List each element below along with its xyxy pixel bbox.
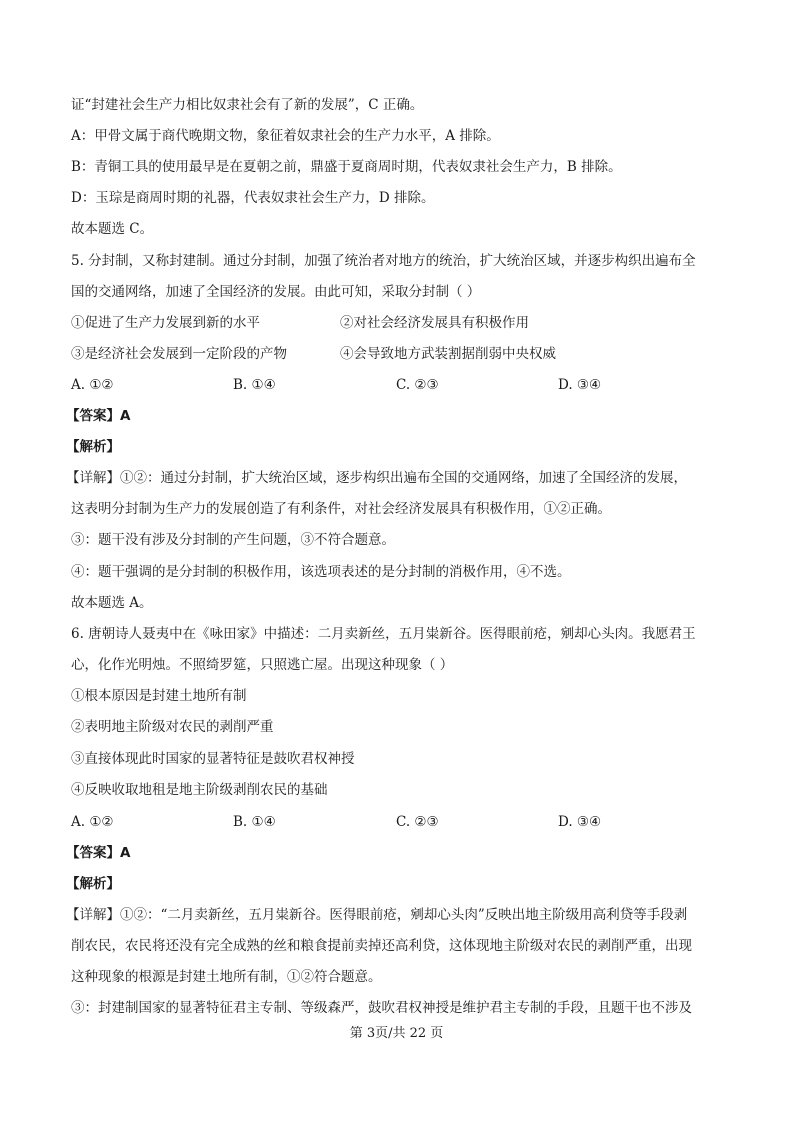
question-5-stem: 5. 分封制，又称封建制。通过分封制，加强了统治者对地方的统治，扩大统治区域，并逐步构织出遍布全 (71, 253, 696, 269)
question-5-stem: 国的交通网络，加速了全国经济的发展。由此可知，采取分封制（ ） (71, 284, 481, 300)
analysis-label: 【解析】 (66, 439, 120, 455)
option-a: A. ①② (71, 377, 114, 393)
detail-text: 这表明分封制为生产力的发展创造了有利条件，对社会经济发展具有积极作用，①②正确。 (71, 501, 611, 517)
analysis-label: 【解析】 (66, 876, 120, 892)
answer-label: 【答案】A (66, 408, 131, 424)
detail-text: 【详解】①②：“二月卖新丝，五月粜新谷。医得眼前疮，剜却心头肉”反映出地主阶级用高利贷等手段剥 (66, 907, 688, 923)
statement-item: ④会导致地方武装割据削弱中央权威 (340, 346, 556, 362)
text-line: D：玉琮是商周时期的礼器，代表奴隶社会生产力，D 排除。 (71, 190, 435, 206)
statement-item: ①根本原因是封建土地所有制 (71, 688, 247, 704)
page-footer: 第 3页/共 22 页 (349, 1026, 444, 1041)
detail-text: ③：题干没有涉及分封制的产生问题，③不符合题意。 (71, 532, 395, 548)
option-c: C. ②③ (396, 814, 439, 830)
statement-item: ④反映收取地租是地主阶级剥削农民的基础 (71, 782, 328, 798)
question-6-stem: 6. 唐朝诗人聂夷中在《咏田家》中描述：二月卖新丝，五月粜新谷。医得眼前疮，剜却心头肉。我愿君王 (71, 626, 696, 642)
statement-item: ①促进了生产力发展到新的水平 (71, 315, 260, 331)
option-b: B. ①④ (233, 814, 276, 830)
detail-text: 这种现象的根源是封建土地所有制，①②符合题意。 (71, 969, 382, 985)
option-d: D. ③④ (558, 814, 602, 830)
text-line: 故本题选 C。 (71, 221, 154, 237)
option-c: C. ②③ (396, 377, 439, 393)
answer-label: 【答案】A (66, 845, 131, 861)
option-b: B. ①④ (233, 377, 276, 393)
detail-text: ④：题干强调的是分封制的积极作用，该选项表述的是分封制的消极作用，④不选。 (71, 564, 571, 580)
statement-item: ③是经济社会发展到一定阶段的产物 (71, 346, 287, 362)
question-6-stem: 心，化作光明烛。不照绮罗筵，只照逃亡屋。出现这种现象（ ） (71, 657, 454, 673)
detail-text: 削农民，农民将还没有完全成熟的丝和粮食提前卖掉还高利贷，这体现地主阶级对农民的剥削严重，出现 (71, 938, 692, 954)
detail-text: 【详解】①②：通过分封制，扩大统治区域，逐步构织出遍布全国的交通网络，加速了全国经济的发展， (66, 470, 687, 486)
statement-item: ②对社会经济发展具有积极作用 (340, 315, 529, 331)
statement-item: ②表明地主阶级对农民的剥削严重 (71, 719, 274, 735)
statement-item: ③直接体现此时国家的显著特征是鼓吹君权神授 (71, 751, 355, 767)
option-a: A. ①② (71, 814, 114, 830)
text-line: 证“封建社会生产力相比奴隶社会有了新的发展”，C 正确。 (71, 97, 424, 113)
option-d: D. ③④ (558, 377, 602, 393)
conclusion-text: 故本题选 A。 (71, 595, 153, 611)
detail-text: ③：封建制国家的显著特征君主专制、等级森严，鼓吹君权神授是维护君主专制的手段，且题干也不涉及 (71, 1000, 692, 1016)
text-line: B：青铜工具的使用最早是在夏朝之前，鼎盛于夏商周时期，代表奴隶社会生产力，B 排除。 (71, 159, 622, 175)
text-line: A：甲骨文属于商代晚期文物，象征着奴隶社会的生产力水平，A 排除。 (71, 128, 500, 144)
